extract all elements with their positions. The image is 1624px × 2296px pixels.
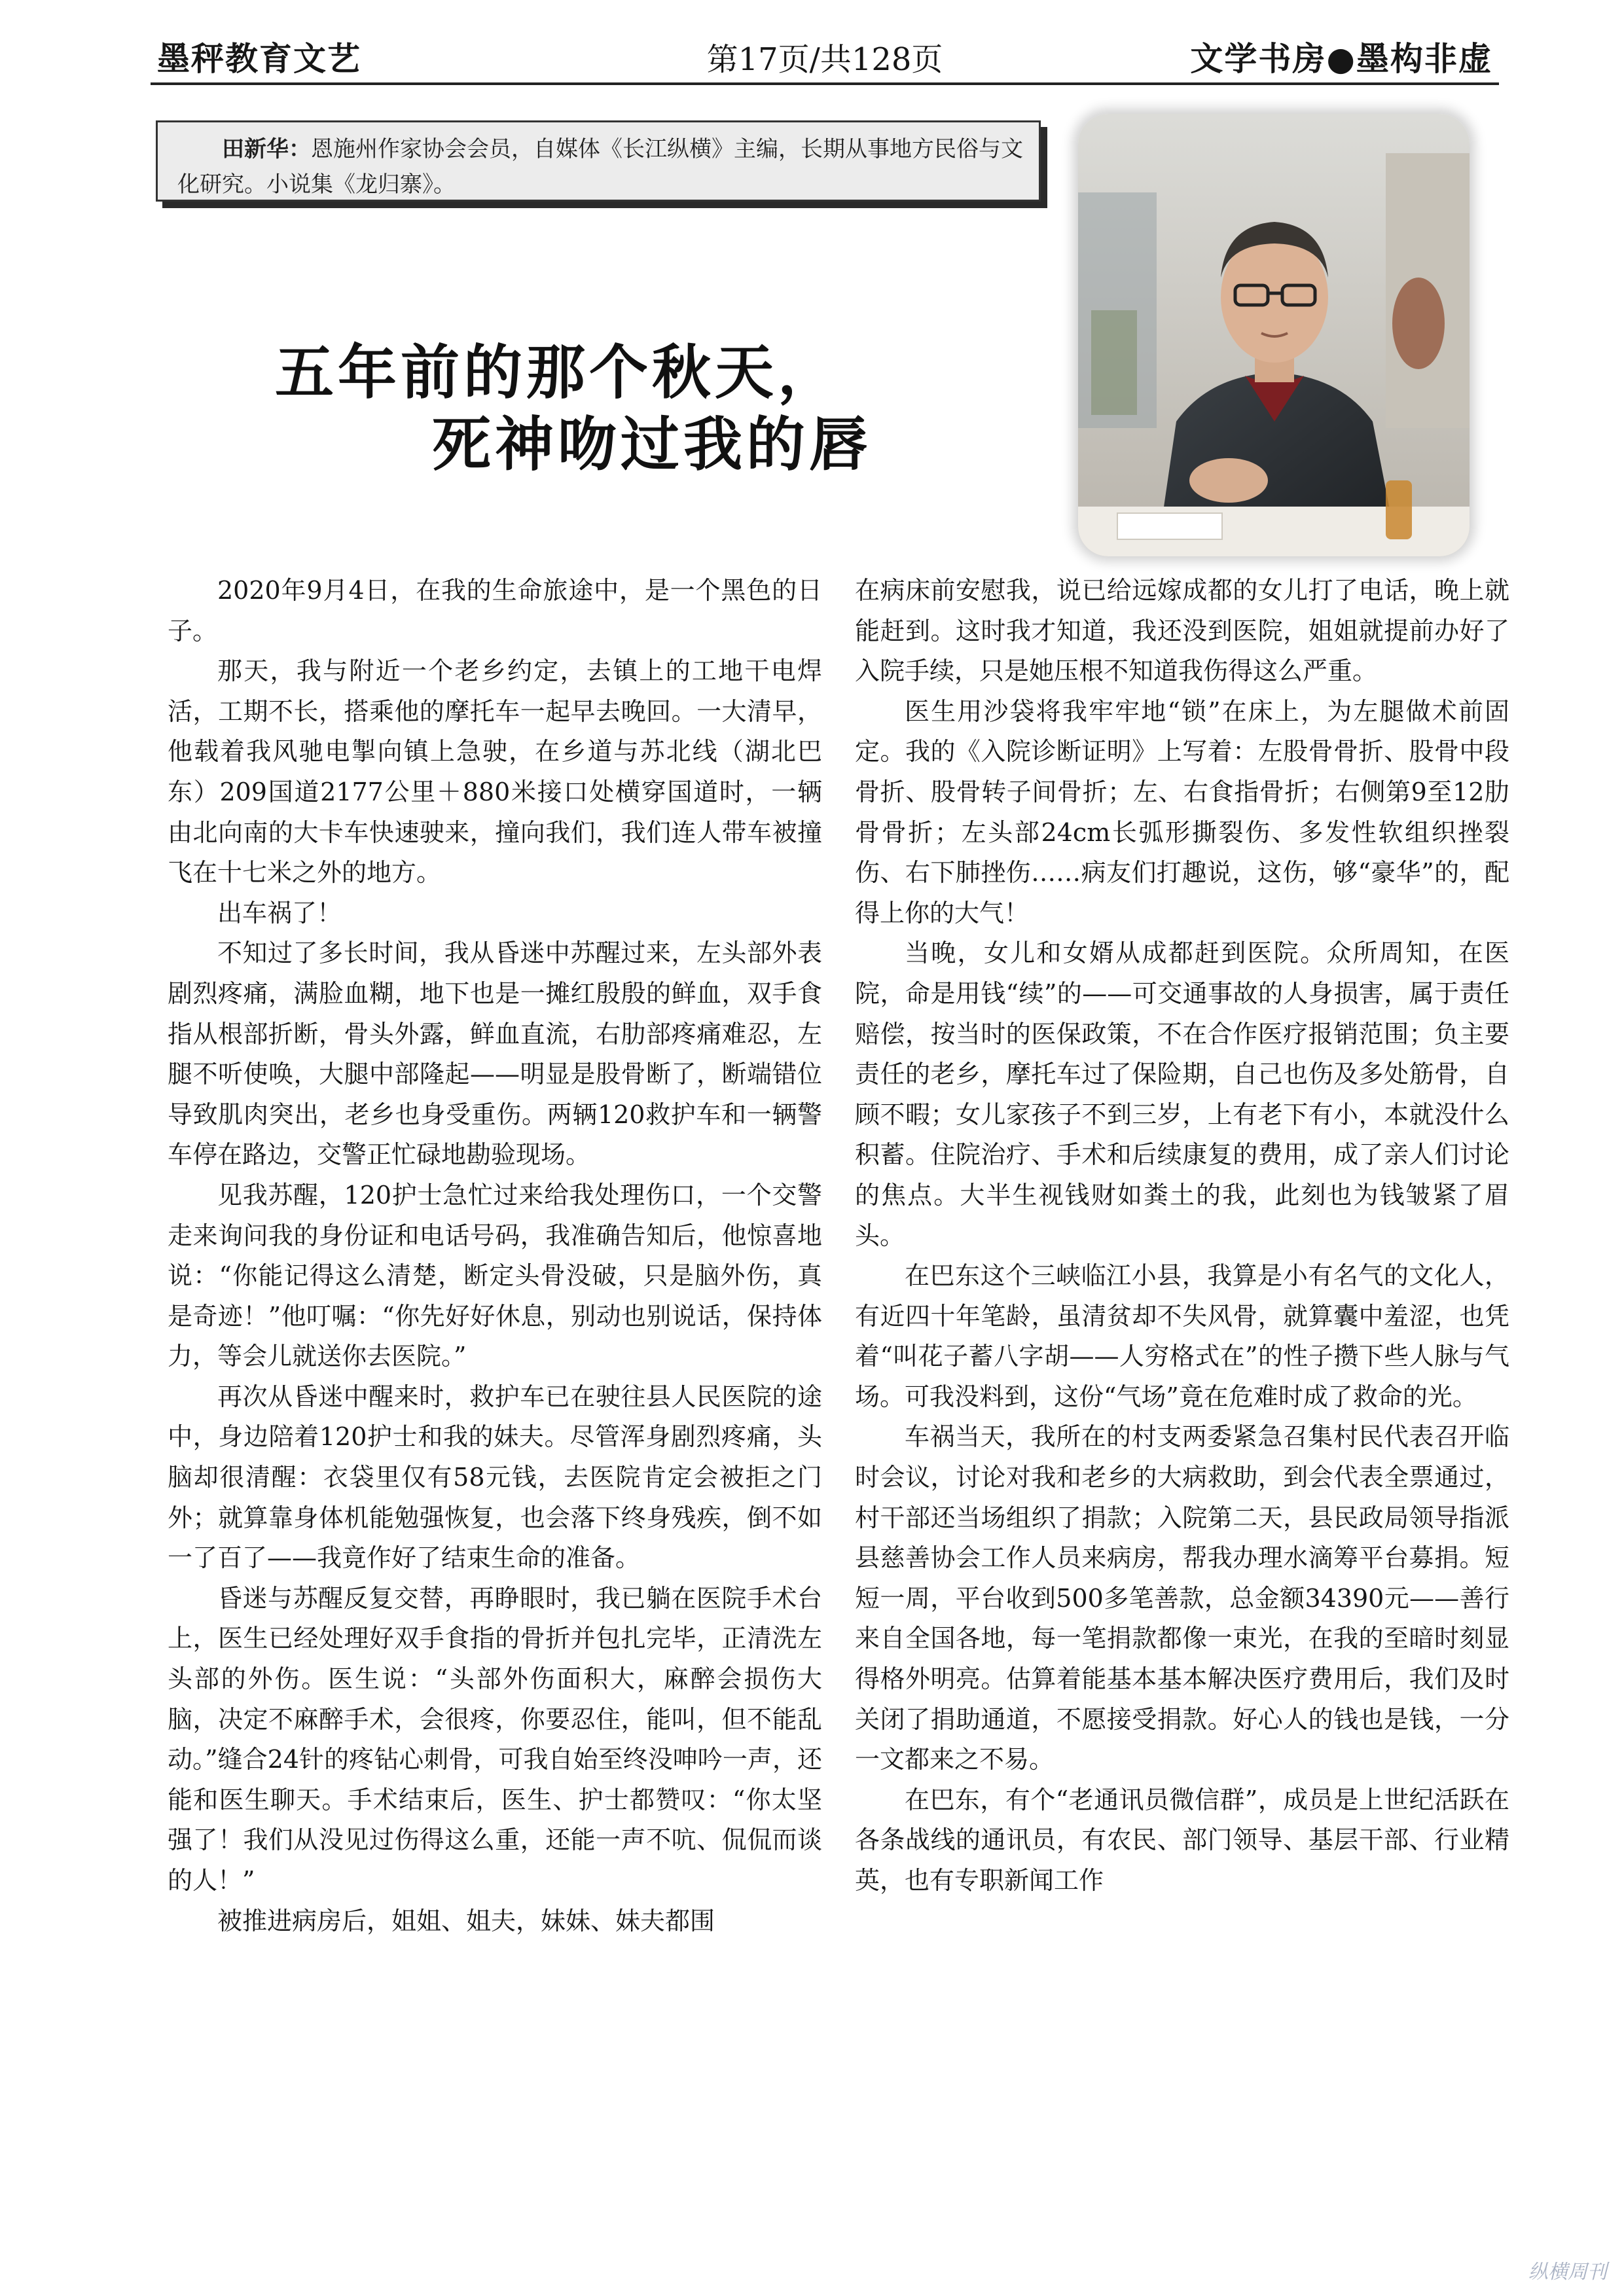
paragraph: 出车祸了！: [217, 898, 342, 927]
magazine-name: 墨秤教育文艺: [157, 40, 361, 78]
author-name: 田新华：: [222, 136, 311, 162]
paragraph: 昏迷与苏醒反复交替，再睁眼时，我已躺在医院手术台上，医生已经处理好双手食指的骨折并包扎完毕，正清洗左头部的外伤。医生说：“头部外伤面积大，麻醉会损伤大脑，决定不麻醉手术，会很疼，你要忍住，能叫，但不能乱动。”缝合24针的疼钻心刺骨，可我自始至终没呻吟一声，还能和医生聊天。手术结束后，医生、护士都赞叹：“你太坚强了！我们从没见过伤得这么重，还能一声不吭、侃侃而谈的人！”: [168, 1583, 822, 1895]
watermark: 纵横周刊: [1528, 2261, 1607, 2284]
page-number: 第17页/共128页: [706, 41, 943, 78]
paragraph: 当晚，女儿和女婿从成都赶到医院。众所周知，在医院，命是用钱“续”的——可交通事故的人身损害，属于责任赔偿，按当时的医保政策，不在合作医疗报销范围；负主要责任的老乡，摩托车过了保险期，自己也伤及多处筋骨，自顾不暇；女儿家孩子不到三岁，上有老下有小，本就没什么积蓄。住院治疗、手术和后续康复的费用，成了亲人们讨论的焦点。大半生视钱财如粪土的我，此刻也为钱皱紧了眉头。: [855, 939, 1509, 1250]
author-portrait-icon: [1078, 114, 1470, 556]
paragraph: 再次从昏迷中醒来时，救护车已在驶往县人民医院的途中，身边陪着120护士和我的妹夫。尽管浑身剧烈疼痛，头脑却很清醒：衣袋里仅有58元钱，去医院肯定会被拒之门外；就算靠身体机能勉强恢复，也会落下终身残疾，倒不如一了百了——我竟作好了结束生命的准备。: [168, 1382, 822, 1573]
title-line-2: 死神吻过我的唇: [432, 410, 872, 479]
title-line-1: 五年前的那个秋天，: [275, 338, 840, 407]
article-column-left: [168, 571, 822, 1941]
author-bio: 恩施州作家协会会员，自媒体《长江纵横》主编，长期从事地方民俗与文化研究。小说集《龙归寨》。: [177, 136, 1023, 198]
paragraph: 不知过了多长时间，我从昏迷中苏醒过来，左头部外表剧烈疼痛，满脸血糊，地下也是一摊红殷殷的鲜血，双手食指从根部折断，骨头外露，鲜血直流，右肋部疼痛难忍，左腿不听使唤，大腿中部隆起——明显是股骨断了，断端错位导致肌肉突出，老乡也身受重伤。两辆120救护车和一辆警车停在路边，交警正忙碌地勘验现场。: [168, 939, 822, 1170]
paragraph: 医生用沙袋将我牢牢地“锁”在床上，为左腿做术前固定。我的《入院诊断证明》上写着：左股骨骨折、股骨中段骨折、股骨转子间骨折；左、右食指骨折；右侧第9至12肋骨骨折；左头部24cm长弧形撕裂伤、多发性软组织挫裂伤、右下肺挫伤……病友们打趣说，这伤，够“豪华”的，配得上你的大气！: [855, 696, 1509, 927]
paragraph: 那天，我与附近一个老乡约定，去镇上的工地干电焊活，工期不长，搭乘他的摩托车一起早去晚回。一大清早，他载着我风驰电掣向镇上急驶，在乡道与苏北线（湖北巴东）209国道2177公里＋880米接口处横穿国道时，一辆由北向南的大卡车快速驶来，撞向我们，我们连人带车被撞飞在十七米之外的地方。: [168, 656, 822, 888]
paragraph: 在巴东这个三峡临江小县，我算是小有名气的文化人，有近四十年笔龄，虽清贫却不失风骨，就算囊中羞涩，也凭着“叫花子蓄八字胡——人穷格式在”的性子攒下些人脉与气场。可我没料到，这份“气场”竟在危难时成了救命的光。: [855, 1261, 1509, 1411]
author-portrait: [1078, 114, 1470, 556]
paragraph: 2020年9月4日，在我的生命旅途中，是一个黑色的日子。: [168, 576, 822, 645]
article-column-right: [855, 571, 1509, 1901]
article-title: [275, 337, 1060, 481]
paragraph: 车祸当天，我所在的村支两委紧急召集村民代表召开临时会议，讨论对我和老乡的大病救助，到会代表全票通过，村干部还当场组织了捐款；入院第二天，县民政局领导指派县慈善协会工作人员来病房，帮我办理水滴筹平台募捐。短短一周，平台收到500多笔善款，总金额34390元——善行来自全国各地，每一笔捐款都像一束光，在我的至暗时刻显得格外明亮。估算着能基本基本解决医疗费用后，我们及时关闭了捐助通道，不愿接受捐款。好心人的钱也是钱，一分一文都来之不易。: [855, 1422, 1509, 1774]
paragraph: 被推进病房后，姐姐、姐夫，妹妹、妹夫都围: [217, 1906, 715, 1935]
author-bio-box: [156, 120, 1041, 202]
paragraph-continued: 在病床前安慰我，说已给远嫁成都的女儿打了电话，晚上就能赶到。这时我才知道，我还没到医院，姐姐就提前办好了入院手续，只是她压根不知道我伤得这么严重。: [855, 576, 1509, 686]
paragraph: 见我苏醒，120护士急忙过来给我处理伤口，一个交警走来询问我的身份证和电话号码，我准确告知后，他惊喜地说：“你能记得这么清楚，断定头骨没破，只是脑外伤，真是奇迹！”他叮嘱：“你先好好休息，别动也别说话，保持体力，等会儿就送你去医院。”: [168, 1180, 822, 1371]
page-header: [151, 24, 1499, 85]
section-name: 文学书房●墨构非虚: [1190, 40, 1492, 78]
paragraph: 在巴东，有个“老通讯员微信群”，成员是上世纪活跃在各条战线的通讯员，有农民、部门领导、基层干部、行业精英，也有专职新闻工作: [855, 1785, 1509, 1895]
